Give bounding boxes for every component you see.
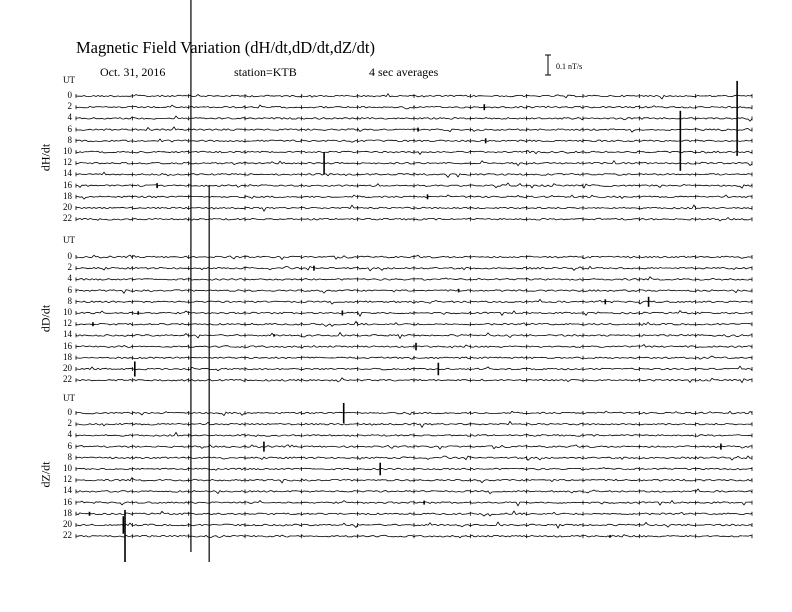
hour-tick-label: 22 [63,374,72,385]
hour-tick-label: 6 [67,440,72,451]
hour-tick-label: 10 [63,463,72,473]
hour-tick-label: 14 [63,329,72,340]
ut-label: UT [63,235,75,245]
hour-tick-label: 10 [63,307,72,317]
hour-tick-label: 6 [67,284,72,295]
hour-tick-label: 8 [67,134,72,145]
hour-tick-label: 14 [63,485,72,496]
chart-title: Magnetic Field Variation (dH/dt,dD/dt,dZ/dt) [76,38,375,57]
date-label: Oct. 31, 2016 [100,65,166,79]
ut-label: UT [63,75,75,85]
hour-tick-label: 0 [67,90,72,100]
hour-tick-label: 22 [63,213,72,224]
hour-tick-label: 10 [63,146,72,156]
hour-tick-label: 12 [63,318,72,329]
station-label: station=KTB [234,65,297,79]
hour-tick-label: 0 [67,251,72,261]
hour-tick-label: 4 [67,429,72,440]
hour-tick-label: 2 [67,101,72,112]
panel-label-dH-dt: dH/dt [38,143,53,171]
hour-tick-label: 18 [63,190,72,201]
scale-bar-label: 0.1 nT/s [556,62,583,71]
panel-label-dZ-dt: dZ/dt [38,461,53,488]
ut-label: UT [63,393,75,403]
hour-tick-label: 8 [67,451,72,462]
hour-tick-label: 16 [63,340,72,351]
hour-tick-label: 20 [63,202,72,212]
hour-tick-label: 20 [63,363,72,373]
hour-tick-label: 20 [63,519,72,529]
hour-tick-label: 4 [67,273,72,284]
hour-tick-label: 18 [63,351,72,362]
hour-tick-label: 12 [63,157,72,168]
hour-tick-label: 6 [67,123,72,134]
hour-tick-label: 8 [67,295,72,306]
hour-tick-label: 16 [63,179,72,190]
hour-tick-label: 12 [63,474,72,485]
hour-tick-label: 22 [63,530,72,541]
hour-tick-label: 2 [67,262,72,273]
hour-tick-label: 18 [63,507,72,518]
hour-tick-label: 4 [67,112,72,123]
panel-label-dD-dt: dD/dt [38,304,53,332]
hour-tick-label: 14 [63,168,72,179]
hour-tick-label: 0 [67,407,72,417]
hour-tick-label: 2 [67,418,72,429]
averaging-label: 4 sec averages [369,65,439,79]
hour-tick-label: 16 [63,496,72,507]
